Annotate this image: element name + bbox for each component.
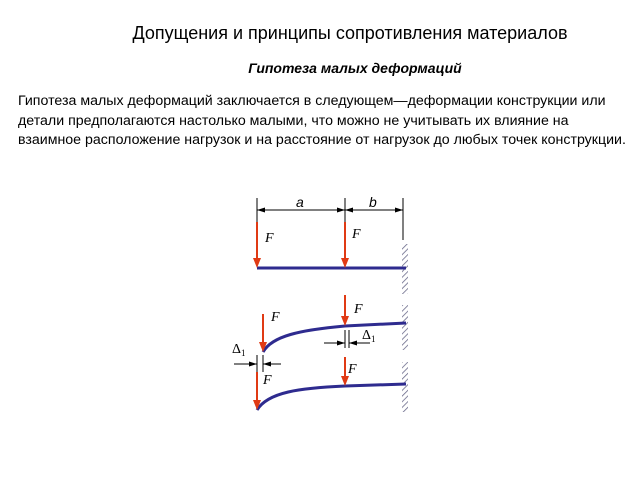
dimension-label-b: b xyxy=(369,194,377,210)
dimension-arrow-b-left xyxy=(345,208,353,213)
deflected-beam-curve xyxy=(263,323,406,352)
delta-arrow xyxy=(349,341,357,346)
force-label-f: F xyxy=(352,227,361,242)
delta-label: $\Delta_1$ xyxy=(232,342,246,358)
dimension-lines xyxy=(257,194,403,265)
force-label-f: F xyxy=(354,302,363,317)
slide-title: Допущения и принципы сопротивления материалов xyxy=(132,23,568,43)
dimension-arrow-a-left xyxy=(257,208,265,213)
delta-arrow xyxy=(337,341,345,346)
dimension-label-a: a xyxy=(296,194,304,210)
force-label-f: F xyxy=(271,310,280,325)
dimension-arrow-b-right xyxy=(395,208,403,213)
force-label-f: F xyxy=(348,362,357,377)
beam-deformed-shifted-loads xyxy=(253,357,406,410)
slide-subtitle: Гипотеза малых деформаций xyxy=(248,60,462,76)
beam-deformed-original-loads xyxy=(232,295,406,372)
beam-undeformed xyxy=(253,222,406,268)
force-label-f: F xyxy=(263,373,272,388)
delta-arrow xyxy=(249,362,257,367)
deflected-beam-curve xyxy=(257,384,406,410)
slide-body-text: Гипотеза малых деформаций заключается в следующем—деформации конструкции или детали предполагаются настолько малыми, что можно не учитывать их влияние на взаимное расположение нагрузок и на расстояние от нагрузок до любых точек конструкции. xyxy=(18,93,626,148)
wall-support-bottom xyxy=(402,362,408,412)
wall-support-middle xyxy=(402,305,408,350)
dimension-arrow-a-right xyxy=(337,208,345,213)
delta-label: $\Delta_1$ xyxy=(362,328,376,344)
delta-arrow xyxy=(263,362,271,367)
force-label-f: F xyxy=(265,231,274,246)
